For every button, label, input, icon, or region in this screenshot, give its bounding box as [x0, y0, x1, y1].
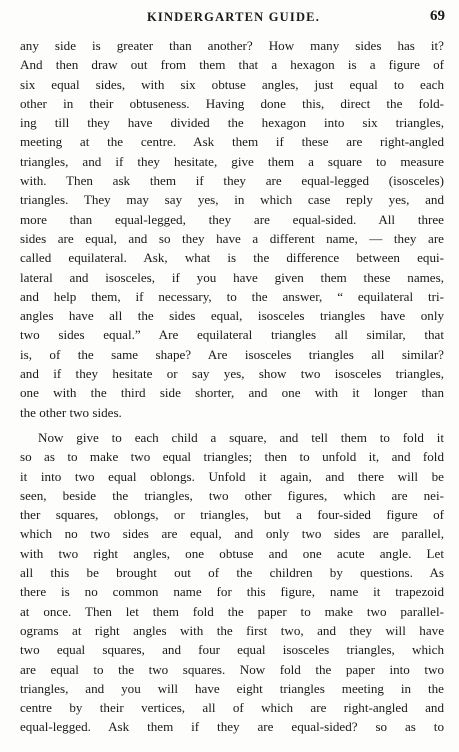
text-line: one with the third side shorter, and one with it longer than [20, 385, 444, 401]
text-line: the other two sides. [20, 404, 122, 420]
text-line: any side is greater than another? How many sides has it? [20, 38, 444, 53]
text-line: more than equal-legged, they are equal-sided. All three [20, 211, 444, 227]
text-line: And then draw out from them that a hexagon is a figure of [20, 57, 444, 73]
text-line: two equal squares, and four equal isosceles triangles, which [20, 642, 444, 658]
text-line: centre by their vertices, all of which are right-angled and [20, 700, 444, 716]
text-line: two sides equal.” Are equilateral triangles all similar, that [20, 327, 444, 343]
text-line: triangles. They may say yes, in which case reply yes, and [20, 192, 444, 208]
text-line: are equal to the two squares. Now fold the paper into two [20, 661, 444, 677]
text-line: other in their obtuseness. Having done this, direct the fold- [20, 95, 444, 111]
text-line: triangles, and if they hesitate, give them a square to measure [20, 153, 444, 169]
text-line: equal-legged. Ask them if they are equal-sided? so as to [20, 719, 444, 735]
text-line: called equilateral. Ask, what is the difference between equi- [20, 250, 444, 266]
text-line: is, of the same shape? Are isosceles triangles all similar? [20, 346, 444, 362]
text-line: and if they hesitate or say yes, show two isosceles triangles, [20, 366, 444, 382]
text-line: it into two equal oblongs. Unfold it again, and there will be [20, 468, 444, 484]
page-header [22, 10, 445, 30]
body-text [20, 36, 444, 737]
text-line: ther squares, oblongs, or triangles, but a four-sided figure of [20, 507, 444, 523]
text-line: there is no common name for this figure, name it trapezoid [20, 584, 444, 600]
paragraph-1 [20, 36, 444, 422]
text-line: so as to make two equal triangles; then to unfold it, and fold [20, 449, 444, 465]
text-line: and help them, if necessary, to the answer, “ equilateral tri- [20, 288, 444, 304]
text-line: Now give to each child a square, and tell them to fold it [38, 429, 444, 445]
text-line: with. Then ask them if they are equal-legged (isosceles) [20, 173, 444, 189]
text-line: angles have all the sides equal, isosceles triangles have only [20, 308, 444, 324]
text-line: meeting at the centre. Ask them if these are right-angled [20, 134, 444, 150]
text-line: ing till they have divided the hexagon into six triangles, [20, 115, 444, 131]
text-line: six equal sides, with six obtuse angles, just equal to each [20, 76, 444, 92]
text-line: triangles, and you will have eight triangles meeting in the [20, 680, 444, 696]
text-line: all this be brought out of the children by questions. As [20, 565, 444, 581]
text-line: sides are equal, and so they have a different name, — they are [20, 230, 444, 246]
text-line: at once. Then let them fold the paper to make two parallel- [20, 603, 444, 619]
page-number: 69 [430, 8, 445, 24]
running-title: KINDERGARTEN GUIDE. [146, 10, 321, 24]
text-line: which no two sides are equal, and only two sides are parallel, [20, 526, 444, 542]
text-line: with two right angles, one obtuse and one acute angle. Let [20, 545, 444, 561]
text-line: seen, beside the triangles, two other figures, which are nei- [20, 487, 444, 503]
text-line: lateral and isosceles, if you have given them these names, [20, 269, 444, 285]
paragraph-2 [20, 428, 444, 737]
text-line: ograms at right angles with the first two, and they will have [20, 622, 444, 638]
